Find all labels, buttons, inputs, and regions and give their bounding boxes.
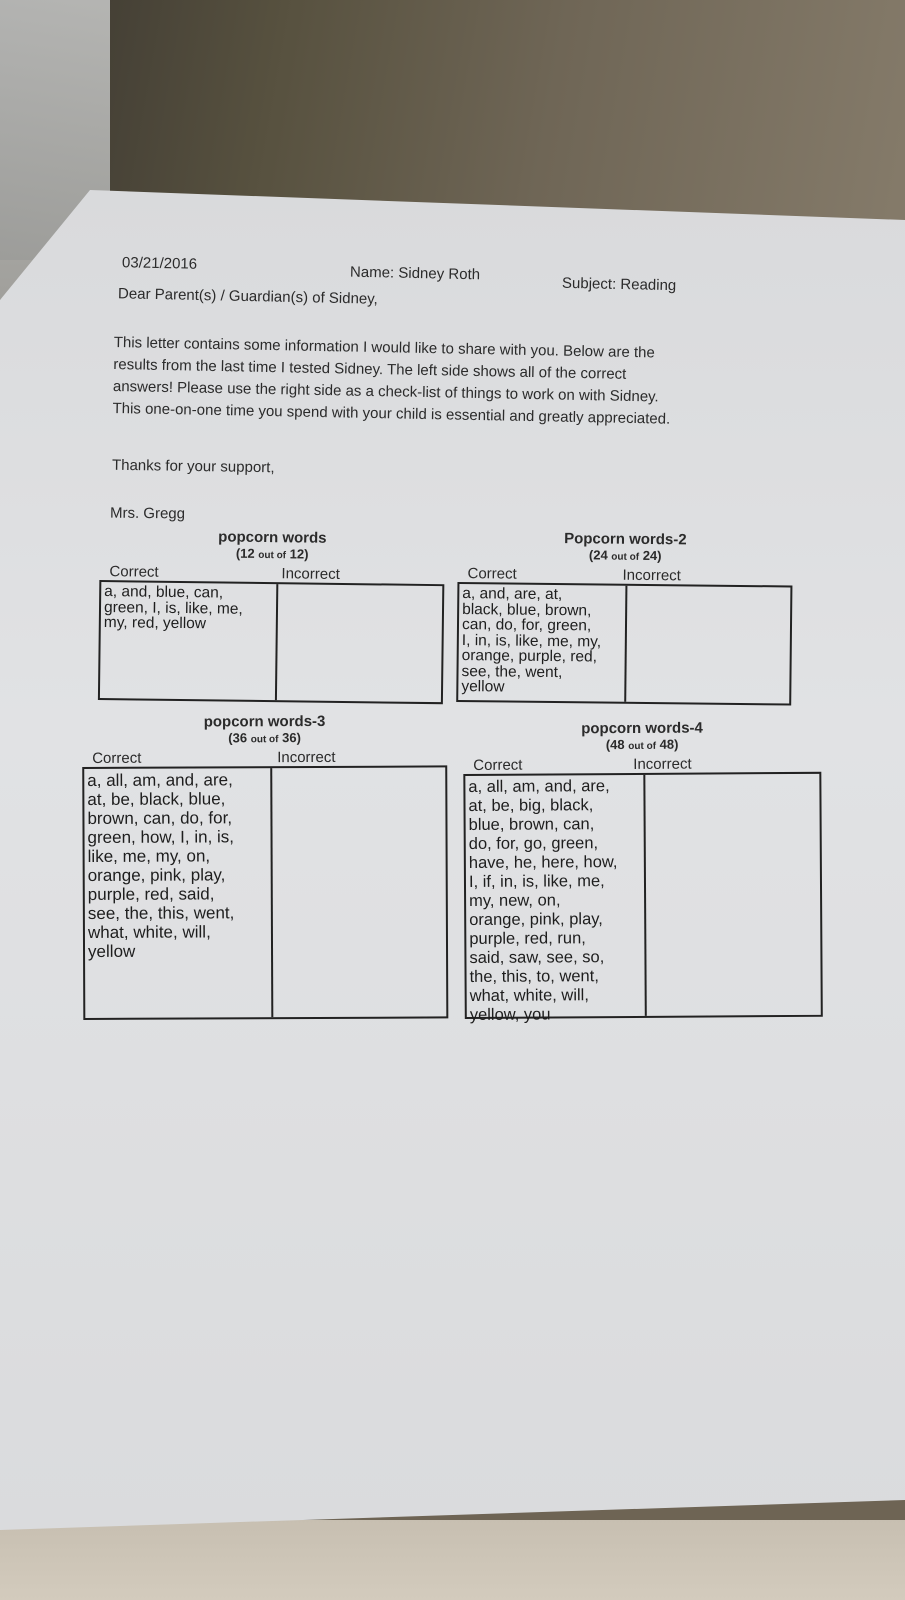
score-close: 24): [642, 547, 662, 564]
test-score: [82, 729, 447, 748]
correct-words-cell: a, all, am, and, are, at, be, big, black, blue, brown, can, do, for, go, green, have, he, here, how, I, if, in, is, like, me, my, new, on, orange, pink, play, purple, red, run, said, saw, see, so, the, this, to, went, what, white, will, yellow, you: [465, 775, 646, 1017]
test-result-box-3: [82, 713, 448, 1020]
greeting: Dear Parent(s) / Guardian(s) of Sidney,: [117, 285, 378, 308]
subject-line: Subject: Reading: [561, 274, 677, 295]
score-open: (36: [228, 730, 248, 746]
incorrect-header: Incorrect: [281, 565, 340, 583]
score-open: (24: [588, 547, 608, 563]
test-result-box-1: [98, 528, 445, 704]
correct-header: Correct: [92, 749, 142, 767]
test-result-box-4: [463, 719, 823, 1024]
incorrect-header: Incorrect: [277, 748, 336, 767]
score-out-of: out of: [611, 551, 640, 563]
correct-header: Correct: [473, 756, 523, 774]
letter-paragraph: [112, 332, 754, 432]
test-score: [458, 546, 793, 567]
incorrect-words-cell: [626, 586, 790, 704]
incorrect-words-cell: [645, 774, 820, 1016]
score-out-of: out of: [628, 740, 657, 752]
test-score: [463, 736, 821, 755]
incorrect-header: Incorrect: [622, 566, 681, 585]
score-open: (48: [605, 737, 625, 753]
test-score: [100, 544, 445, 565]
result-table: [456, 582, 792, 706]
student-name: Name: Sidney Roth: [349, 263, 481, 284]
correct-header: Correct: [109, 563, 159, 581]
teacher-signature: Mrs. Gregg: [109, 504, 186, 523]
result-table: [82, 765, 448, 1020]
score-close: 36): [282, 730, 301, 746]
paragraph-line: answers! Please use the right side as a check-list of things to work on with Sidney.: [112, 377, 659, 406]
correct-words-cell: a, and, are, at, black, blue, brown, can, do, for, green, I, in, is, like, me, my, orange, purple, red, see, the, went, yellow: [458, 584, 627, 702]
paragraph-line: This one-on-one time you spend with your child is essential and greatly appreciated.: [112, 399, 671, 428]
letter-date: 03/21/2016: [121, 254, 198, 273]
score-close: 12): [289, 546, 309, 562]
incorrect-words-cell: [277, 584, 442, 702]
result-table: [463, 772, 822, 1024]
column-headers: [463, 755, 821, 774]
incorrect-words-cell: [272, 767, 446, 1017]
score-open: (12: [235, 545, 255, 561]
column-headers: [82, 748, 447, 767]
column-headers: [457, 565, 792, 586]
test-title: popcorn words-3: [203, 712, 326, 731]
correct-words-cell: a, and, blue, can, green, I, is, like, me, my, red, yellow: [100, 582, 278, 700]
test-title: Popcorn words-2: [564, 530, 687, 549]
test-title: popcorn words-4: [581, 719, 703, 738]
result-table: [98, 580, 444, 704]
score-out-of: out of: [250, 734, 279, 746]
paragraph-line: This letter contains some information I would like to share with you. Below are the: [113, 333, 655, 362]
incorrect-header: Incorrect: [633, 755, 692, 773]
score-close: 48): [659, 736, 679, 752]
test-title: popcorn words: [218, 528, 327, 547]
correct-words-cell: a, all, am, and, are, at, be, black, blue, brown, can, do, for, green, how, I, in, is, like, me, my, on, orange, pink, play, purple, red, said, see, the, this, went, what, white, will, yellow: [84, 768, 273, 1018]
closing-line: Thanks for your support,: [111, 456, 275, 477]
correct-header: Correct: [467, 565, 517, 583]
score-out-of: out of: [258, 549, 287, 562]
test-result-box-2: [456, 530, 793, 705]
paragraph-line: results from the last time I tested Sidney. The left side shows all of the correct: [113, 355, 627, 383]
